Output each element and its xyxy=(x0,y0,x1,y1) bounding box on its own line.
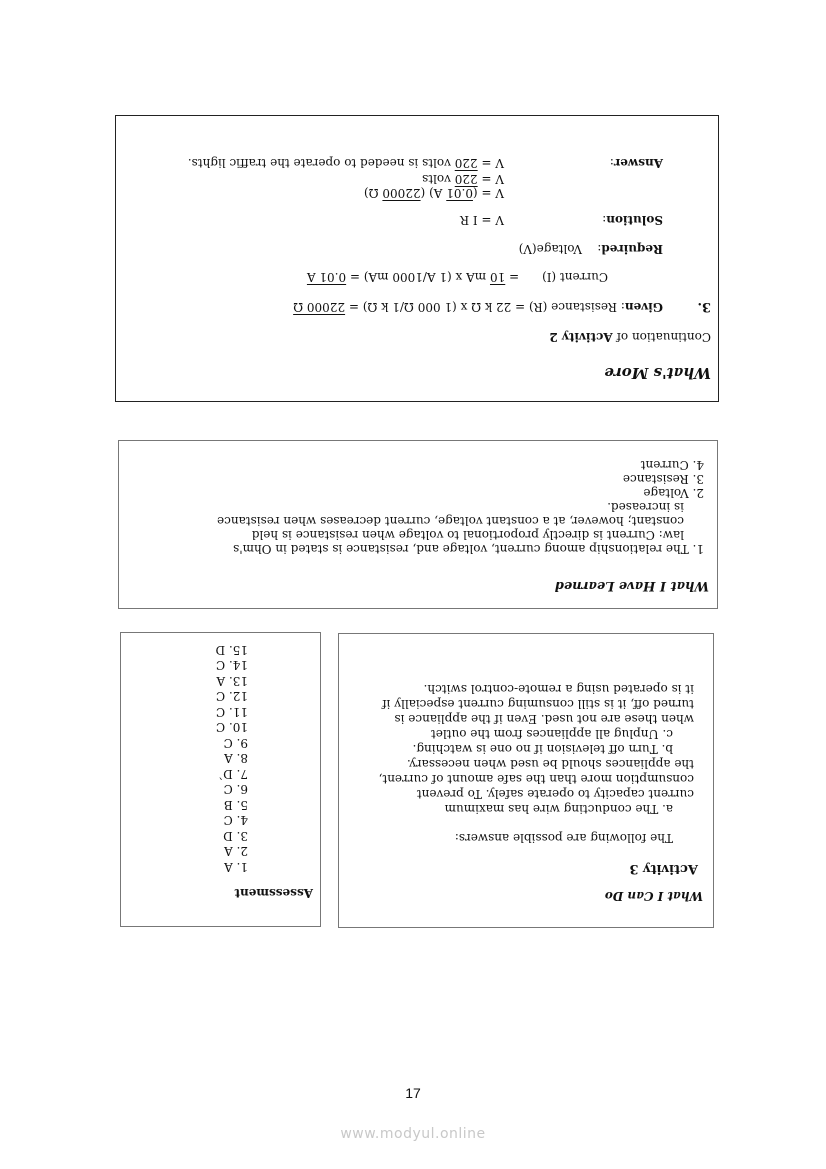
solution-line: Solution: xyxy=(602,213,663,227)
whats-more-title: What's More xyxy=(604,364,711,382)
learned-line: 3. Resistance xyxy=(622,472,704,486)
activity-subtitle xyxy=(549,329,711,344)
answer-item: 7. D` xyxy=(217,767,248,781)
activity-3-heading: Activity 3 xyxy=(629,861,698,876)
assessment-answer-list xyxy=(215,642,248,875)
current-line xyxy=(307,269,608,284)
current-eq: = xyxy=(509,270,520,284)
can-do-intro: The following are possible answers: xyxy=(454,831,673,845)
watermark: www.modyul.online xyxy=(340,1126,486,1142)
given-result: 22000 Ω xyxy=(293,300,346,314)
can-do-line: when these are not used. Even if the appliance is xyxy=(394,712,694,726)
what-i-can-do-box xyxy=(338,633,714,928)
answer-text xyxy=(188,155,504,170)
step2-value: 220 xyxy=(454,172,478,186)
assessment-title: Assessment xyxy=(234,886,313,900)
solution-label: Solution xyxy=(606,213,663,227)
answer-item: 11. C xyxy=(215,705,248,719)
given-line xyxy=(293,299,663,314)
step1-post: Ω) xyxy=(363,186,383,200)
solution-step-2 xyxy=(422,171,504,186)
required-text: Voltage(V) xyxy=(518,242,583,256)
answer-item: 4. C xyxy=(223,813,248,828)
current-value: 10 xyxy=(489,270,506,284)
current-label: Current (I) xyxy=(542,270,608,284)
answer-item: 1. A xyxy=(224,860,248,874)
item-number: 3. xyxy=(697,299,711,314)
answer-item: 15. D xyxy=(215,643,248,657)
step1-resistance: 22000 xyxy=(382,186,421,200)
subtitle-activity: Activity 2 xyxy=(549,330,613,344)
learned-title: What I Have Learned xyxy=(554,578,709,593)
answer-item: 9. C xyxy=(223,736,248,750)
answer-item: 3. D xyxy=(223,829,248,843)
answer-item: 2. A xyxy=(224,844,248,859)
answer-item: 10. C xyxy=(215,720,248,735)
can-do-line: current capacity to operate safely. To prevent xyxy=(416,787,694,801)
step1-mid: A) ( xyxy=(420,186,447,200)
required-label: Required xyxy=(601,242,663,256)
can-do-line: consumption more than the safe amount of current, xyxy=(378,772,694,786)
learned-line: law: Current is directly proportional to voltage when resistance is held xyxy=(251,528,684,542)
answer-line: Answer: xyxy=(609,156,663,170)
can-do-line: turned off, it is still consuming current especially if xyxy=(382,697,694,711)
given-text: : Resistance (R) = 22 k Ω x (1 000 Ω/1 k Ω) = xyxy=(345,300,625,314)
answer-item: 5. B xyxy=(223,798,248,812)
can-do-line: it is operated using a remote-control switch. xyxy=(423,682,694,696)
can-do-line: b. Turn off television if no one is watching. xyxy=(412,742,673,756)
learned-line: 1. The relationship among current, voltage and, resistance is stated in Ohm's xyxy=(233,542,704,556)
answer-value: 220 xyxy=(454,156,478,170)
page-number: 17 xyxy=(405,1085,421,1101)
solution-step-1 xyxy=(364,185,504,200)
learned-line: constant; however, at a constant voltage, current decreases when resistance xyxy=(217,514,684,528)
can-do-title: What I Can Do xyxy=(604,889,703,903)
answer-pre: V = xyxy=(477,156,504,170)
can-do-line: the appliances should be used when necessary. xyxy=(406,757,694,771)
answer-post: volts is needed to operate the traffic lights. xyxy=(187,156,455,170)
step2-pre: V = xyxy=(477,172,504,186)
required-line: Required: Voltage(V) xyxy=(518,242,663,256)
current-conversion: mA x (1 A/1000 mA) = xyxy=(346,270,490,284)
assessment-box xyxy=(120,632,321,927)
current-result: 0.01 A xyxy=(306,270,347,284)
learned-line: is increased. xyxy=(607,500,684,514)
learned-line: 2. Voltage xyxy=(643,486,704,500)
can-do-line: c. Unplug all appliances from the outlet xyxy=(430,727,673,741)
answer-item: 6. C xyxy=(223,782,248,797)
learned-line: 4. Current xyxy=(640,458,704,472)
can-do-line: a. The conducting wire has maximum xyxy=(444,802,673,816)
answer-item: 13. A xyxy=(216,674,248,688)
answer-item: 12. C xyxy=(215,689,248,704)
step2-post: volts xyxy=(422,172,455,186)
step1-current: 0.01 xyxy=(446,186,473,200)
step1-pre: V = ( xyxy=(472,186,504,200)
given-label: Given xyxy=(624,300,663,314)
whats-more-box xyxy=(115,115,719,402)
subtitle-text: Continuation of xyxy=(612,330,711,344)
answer-item: 14. C xyxy=(215,658,248,673)
solution-formula: V = I R xyxy=(460,213,504,227)
what-i-have-learned-box xyxy=(118,440,718,609)
answer-item: 8. A xyxy=(224,751,248,766)
answer-label: Answer xyxy=(613,156,663,170)
